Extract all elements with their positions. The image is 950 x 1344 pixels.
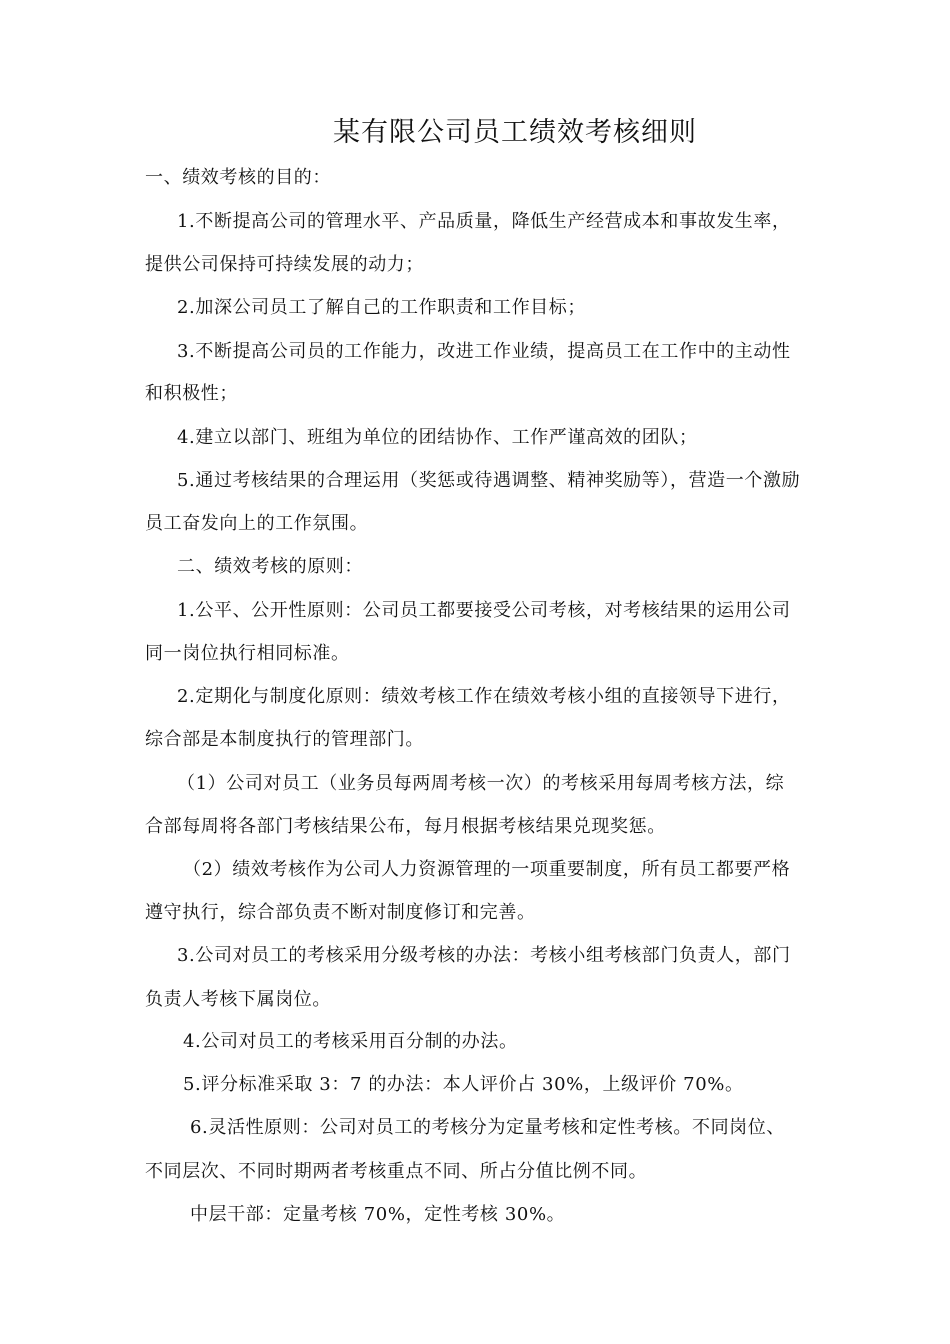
paragraph-line: 2.定期化与制度化原则：绩效考核工作在绩效考核小组的直接领导下进行， [177,686,791,707]
paragraph-line: 3.不断提高公司员的工作能力，改进工作业绩，提高员工在工作中的主动性 [177,341,791,362]
paragraph-line: 员工奋发向上的工作氛围。 [145,513,369,534]
paragraph-line: 1.公平、公开性原则：公司员工都要接受公司考核，对考核结果的运用公司 [177,600,791,621]
document-title: 某有限公司员工绩效考核细则 [333,117,697,148]
paragraph-line: 提供公司保持可持续发展的动力； [145,254,424,275]
paragraph-line: 5.评分标准采取 3：7 的办法：本人评价占 30%，上级评价 70%。 [183,1074,744,1095]
paragraph-line: 负责人考核下属岗位。 [145,989,331,1010]
section-heading-purpose: 一、绩效考核的目的： [145,167,331,188]
paragraph-line: （2）绩效考核作为公司人力资源管理的一项重要制度，所有员工都要严格 [183,859,791,880]
section-heading-principles: 二、绩效考核的原则： [177,556,363,577]
paragraph-line: 6.灵活性原则：公司对员工的考核分为定量考核和定性考核。不同岗位、 [190,1117,785,1138]
paragraph-line: 同一岗位执行相同标准。 [145,643,350,664]
paragraph-line: 遵守执行，综合部负责不断对制度修订和完善。 [145,902,536,923]
paragraph-line: 合部每周将各部门考核结果公布，每月根据考核结果兑现奖惩。 [145,816,666,837]
paragraph-line: 4.建立以部门、班组为单位的团结协作、工作严谨高效的团队； [177,427,698,448]
paragraph-line: 5.通过考核结果的合理运用（奖惩或待遇调整、精神奖励等），营造一个激励 [177,470,801,491]
paragraph-line: （1）公司对员工（业务员每两周考核一次）的考核采用每周考核方法，综 [177,773,785,794]
paragraph-line: 2.加深公司员工了解自己的工作职责和工作目标； [177,297,586,318]
paragraph-line: 4.公司对员工的考核采用百分制的办法。 [183,1031,518,1052]
paragraph-line: 1.不断提高公司的管理水平、产品质量，降低生产经营成本和事故发生率， [177,211,791,232]
paragraph-line: 综合部是本制度执行的管理部门。 [145,729,424,750]
paragraph-line: 不同层次、不同时期两者考核重点不同、所占分值比例不同。 [145,1161,648,1182]
paragraph-line: 3.公司对员工的考核采用分级考核的办法：考核小组考核部门负责人，部门 [177,945,791,966]
paragraph-line: 和积极性； [145,383,238,404]
paragraph-line: 中层干部：定量考核 70%，定性考核 30%。 [190,1204,566,1225]
